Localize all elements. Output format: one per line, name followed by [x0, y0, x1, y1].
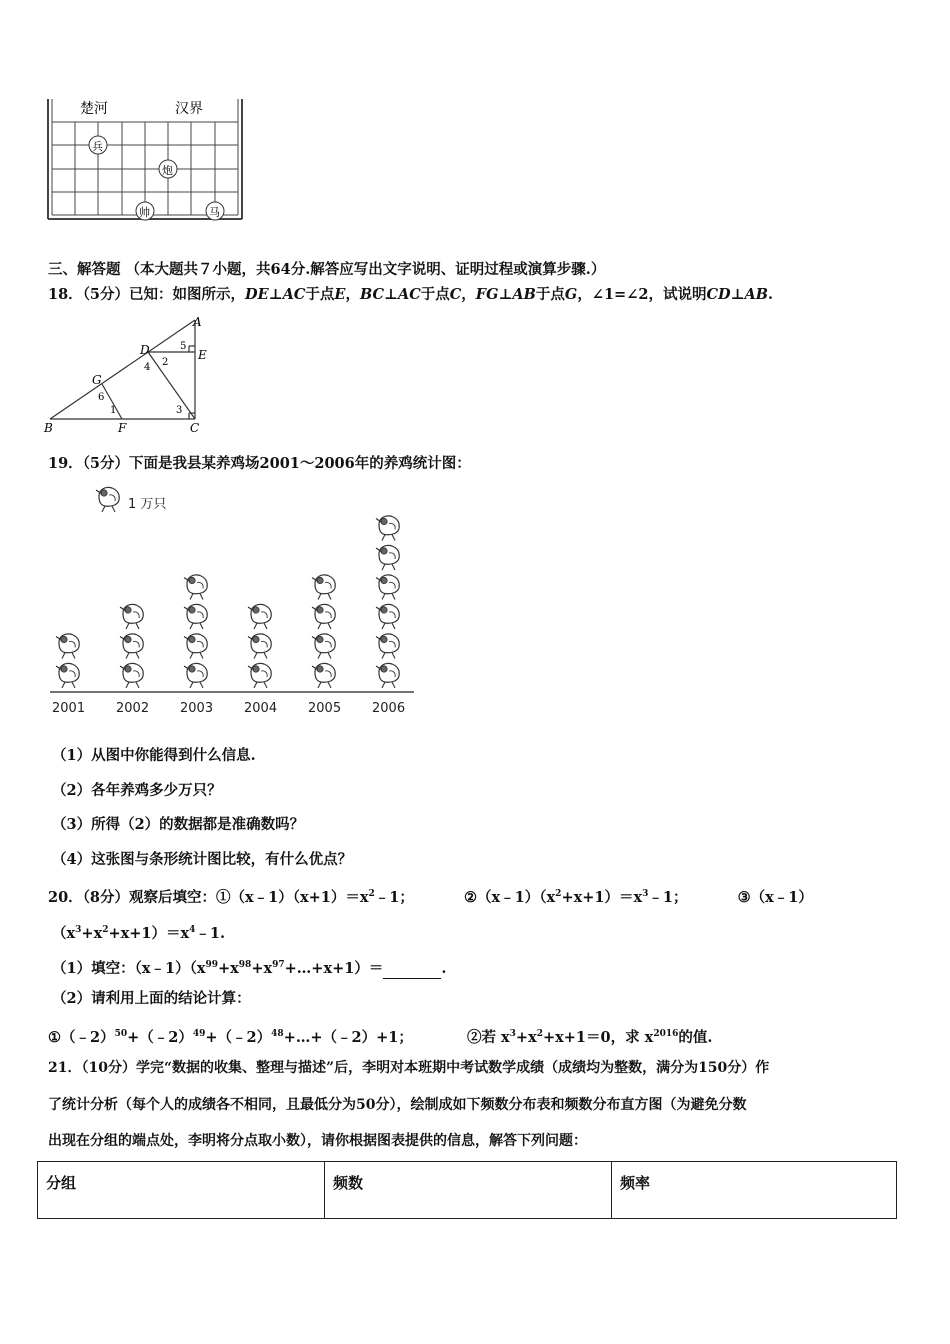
q20-p3d: +…+（﹣2）+1； — [283, 1028, 413, 1046]
q18-t2: ⊥ — [268, 286, 283, 303]
angle-6: 6 — [98, 392, 105, 403]
chick-icon — [184, 634, 207, 659]
piece-soldier-label: 兵 — [92, 140, 103, 153]
tick-label-2003: 2003 — [180, 701, 214, 716]
tick-label-2001: 2001 — [52, 701, 86, 716]
q20-e4: 3 — [75, 925, 82, 935]
q18-t16: 于点 — [535, 286, 565, 303]
header-frequency: 频数 — [325, 1162, 612, 1219]
q18-t21: AB — [744, 286, 769, 303]
q18-t9: AC — [397, 286, 421, 303]
tick-label-2005: 2005 — [308, 701, 342, 716]
q18-t8: ⊥ — [384, 286, 398, 303]
chick-icon — [120, 634, 143, 659]
q18-t6: ， — [345, 286, 360, 303]
board-river-right: 汉界 — [175, 101, 203, 117]
q18-t19: CD — [706, 286, 731, 303]
angle-1: 1 — [110, 405, 117, 416]
pictograph-column-2003 — [180, 575, 213, 716]
q18-t20: ⊥ — [730, 286, 745, 303]
q19-chart-svg — [40, 480, 430, 720]
chick-icon — [312, 663, 335, 688]
chick-icon — [376, 516, 399, 541]
q20-p4e2: 2 — [536, 1029, 543, 1039]
tick-label-2002: 2002 — [116, 701, 150, 716]
table-header-row — [38, 1162, 897, 1219]
q20-e6: 4 — [189, 925, 196, 935]
pt-C: C — [190, 421, 200, 435]
q18-t7: BC — [359, 286, 385, 303]
pt-D: D — [140, 343, 150, 357]
q19-sub4: （4）这张图与条形统计图比较，有什么优点？ — [52, 851, 353, 868]
q20-c3d: +x+1）＝x — [108, 924, 190, 942]
piece-soldier — [89, 136, 107, 154]
q20-c2c: ﹣1； — [648, 888, 688, 906]
q18-t11: C — [449, 286, 462, 303]
chick-icon — [312, 634, 335, 659]
q20-p50: 50 — [114, 1029, 128, 1039]
q18-t3: AC — [282, 286, 306, 303]
chess-board-figure — [40, 95, 250, 225]
chick-icon — [184, 604, 207, 629]
q20-p4e1: 3 — [509, 1029, 516, 1039]
legend — [96, 487, 166, 512]
q20-c2b: +x+1）＝x — [561, 888, 643, 906]
chick-icon — [120, 663, 143, 688]
q18-score: （5分）已知：如图所示， — [82, 286, 246, 303]
q18-t22: . — [768, 286, 774, 303]
piece-horse — [206, 202, 224, 220]
q18-t18: ，∠1=∠2，试说明 — [577, 286, 707, 303]
q18-text — [48, 285, 773, 305]
q20-c2a: ②（x﹣1）（x — [464, 888, 556, 906]
q18-t14: ⊥ — [498, 286, 513, 303]
section3-heading: 三、解答题 （本大题共７小题，共64分.解答应写出文字说明、证明过程或演算步骤.） — [48, 261, 606, 278]
q20-f99: 99 — [205, 960, 218, 970]
chick-icon — [248, 604, 271, 629]
q20-part2: （2）请利用上面的结论计算： — [52, 990, 251, 1007]
angle-4: 4 — [144, 362, 151, 373]
chick-icon — [376, 604, 399, 629]
angle-3: 3 — [176, 405, 183, 416]
q20-fill-b: +x — [218, 959, 239, 977]
q20-p4d: 的值. — [678, 1028, 713, 1046]
q19-sub3: （3）所得（2）的数据都是准确数吗？ — [52, 816, 305, 833]
chick-icon — [248, 663, 271, 688]
piece-horse-label: 马 — [209, 206, 220, 219]
piece-cannon-label: 炮 — [162, 164, 173, 177]
legend-label: 1 万只 — [128, 497, 167, 512]
chick-icon — [312, 604, 335, 629]
chess-board-svg — [40, 95, 250, 225]
q18-t12: ， — [461, 286, 476, 303]
chick-icon — [56, 634, 79, 659]
q18-t17: G — [564, 286, 578, 303]
chick-icon — [376, 575, 399, 600]
q21-line1: 21．（10分）学完“数据的收集、整理与描述”后，李明对本班期中考试数学成绩（成绩均为整数，满分为150分）作 — [48, 1060, 770, 1076]
q20-fill-end: . — [441, 959, 447, 977]
q18-figure — [40, 312, 220, 437]
q18-figure-svg — [40, 312, 220, 437]
pt-G: G — [92, 373, 102, 387]
q20-calc — [48, 1024, 712, 1048]
chick-icon — [312, 575, 335, 600]
angle-5: 5 — [180, 341, 187, 352]
q19-chart — [40, 480, 430, 720]
q18-t5: E — [334, 286, 346, 303]
q20-c3: ③（x﹣1） — [737, 888, 813, 906]
q20-fill-d: +…+x+1）＝ — [284, 959, 384, 977]
q20-e3: 3 — [642, 889, 649, 899]
q20-e2: 2 — [555, 889, 562, 899]
q20-e5: 2 — [102, 925, 109, 935]
q20-p49: 49 — [192, 1029, 206, 1039]
q18-t15: AB — [512, 286, 536, 303]
q20-p4c: +x+1＝0，求 x — [542, 1028, 654, 1046]
chick-icon — [56, 663, 79, 688]
q19-text — [48, 454, 471, 474]
piece-cannon — [159, 160, 177, 178]
q20-e1: 2 — [368, 889, 375, 899]
q20-intro: （8分）观察后填空：①（x﹣1）（x+1）＝x — [82, 888, 369, 906]
q18-t4: 于点 — [305, 286, 335, 303]
q18-t10: 于点 — [420, 286, 450, 303]
q18-t13: FG — [475, 286, 499, 303]
pt-F: F — [118, 421, 127, 435]
q19-stem: （5分）下面是我县某养鸡场2001～2006年的养鸡统计图： — [82, 455, 471, 472]
q21-line3: 出现在分组的端点处，李明将分点取小数），请你根据图表提供的信息，解答下列问题： — [48, 1133, 587, 1149]
chick-icon — [376, 634, 399, 659]
chick-icon — [184, 575, 207, 600]
q20-fill — [52, 955, 446, 979]
pt-E: E — [198, 348, 207, 362]
q20-answer-blank[interactable] — [383, 964, 441, 979]
q20-p3a: ①（﹣2） — [48, 1028, 115, 1046]
q21-line2: 了统计分析（每个人的成绩各不相同，且最低分为50分），绘制成如下频数分布表和频数分布直方图（为避免分数 — [48, 1097, 747, 1113]
header-rate: 频率 — [612, 1162, 897, 1219]
piece-general — [136, 202, 154, 220]
q20-p4b: +x — [515, 1028, 537, 1046]
q19-num: 19． — [48, 455, 83, 472]
pt-A: A — [193, 315, 202, 329]
legend-chick-icon — [96, 487, 119, 512]
q20-f97: 97 — [272, 960, 285, 970]
piece-general-label: 帅 — [139, 206, 150, 219]
q18-t1: DE — [245, 286, 269, 303]
q20-p4e3: 2016 — [653, 1029, 679, 1039]
q20-a1: ﹣1； — [374, 888, 414, 906]
tick-label-2004: 2004 — [244, 701, 278, 716]
chick-icon — [248, 634, 271, 659]
q20-p4a: ②若 x — [466, 1028, 510, 1046]
q20-num: 20． — [48, 888, 83, 906]
pictograph-column-2006 — [372, 516, 405, 716]
q20-c3e: ﹣1. — [195, 924, 226, 942]
pictograph-column-2002 — [116, 604, 149, 716]
pictograph-column-2005 — [308, 575, 341, 716]
pt-B: B — [44, 421, 53, 435]
q20-fill-c: +x — [251, 959, 273, 977]
q20-c3b: （x — [52, 924, 76, 942]
chick-icon — [184, 663, 207, 688]
tick-label-2006: 2006 — [372, 701, 406, 716]
q20-line1 — [48, 884, 813, 908]
chick-icon — [376, 663, 399, 688]
q19-sub1: （1）从图中你能得到什么信息. — [52, 747, 256, 764]
chick-icon — [376, 545, 399, 570]
q19-sub2: （2）各年养鸡多少万只？ — [52, 782, 222, 799]
q20-fill-a: （1）填空：（x﹣1）（x — [52, 959, 206, 977]
q20-line2 — [52, 920, 225, 944]
q20-p48: 48 — [271, 1029, 284, 1039]
q18-num: 18． — [48, 286, 83, 303]
q20-p3b: +（﹣2） — [127, 1028, 193, 1046]
angle-2: 2 — [162, 357, 169, 368]
header-group: 分组 — [38, 1162, 325, 1219]
q20-f98: 98 — [238, 960, 252, 970]
frequency-table — [37, 1161, 897, 1219]
pictograph-column-2001 — [52, 634, 85, 716]
pictograph-column-2004 — [244, 604, 277, 716]
q20-p3c: +（﹣2） — [205, 1028, 272, 1046]
board-river-left: 楚河 — [80, 101, 108, 117]
chick-icon — [120, 604, 143, 629]
q20-c3c: +x — [81, 924, 103, 942]
